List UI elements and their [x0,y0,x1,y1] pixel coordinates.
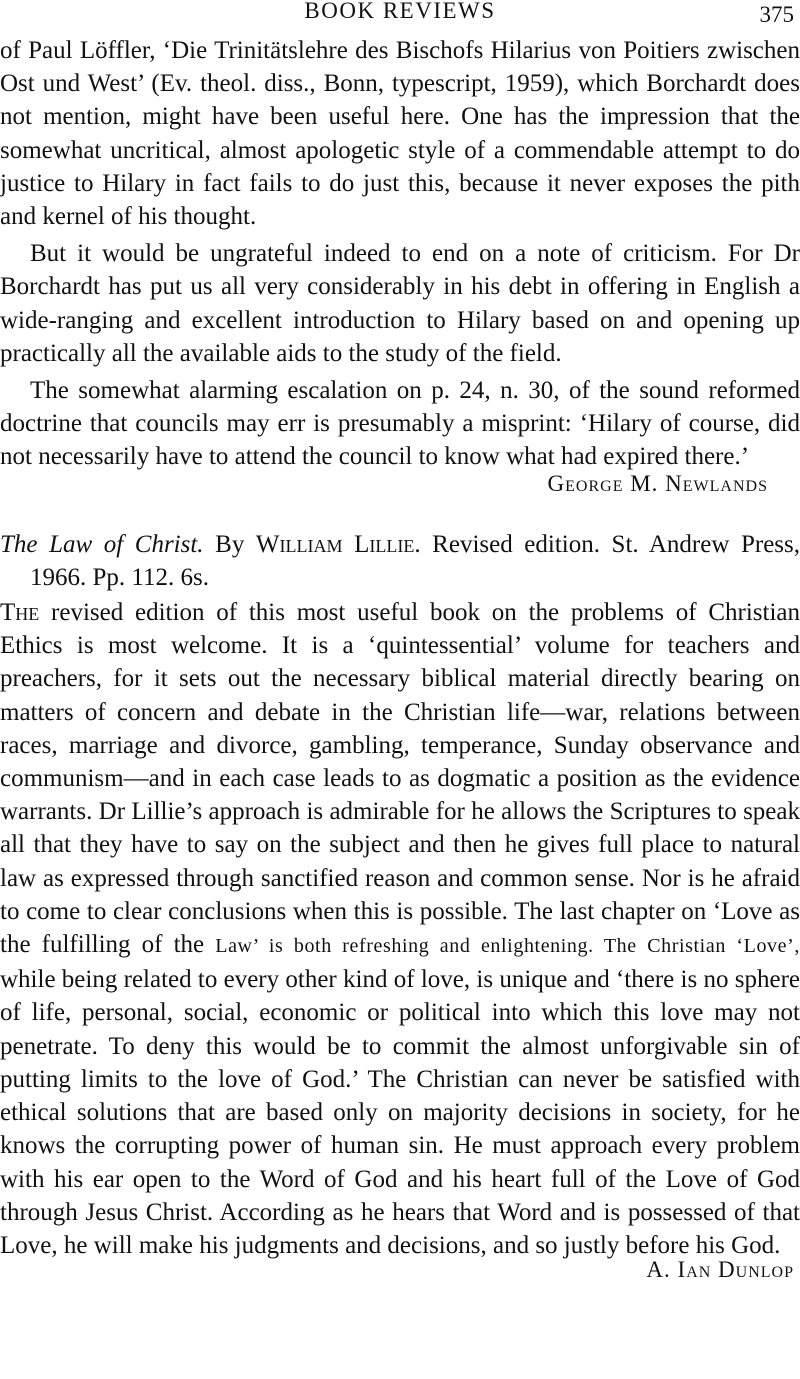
review2-body-small-line: Law’ is both refreshing and enlightening. The Christian ‘Love’, [215,935,800,958]
text-column [0,34,800,1284]
review2-by-word: By [215,530,245,558]
review1-paragraph-2: But it would be ungrateful indeed to end on a note of criticism. For Dr Borchardt has put us all very considerably in his debt in offering in English a wide-ranging and excellent introduction to Hilary based on and opening up practically all the available aids to the study of the field. [0,240,800,367]
review2-body [0,596,800,1262]
review1-paragraph-1: of Paul Löffler, ‘Die Trinitätslehre des Bischofs Hilarius von Poitiers zwischen Ost und West’ (Ev. theol. diss., Bonn, typescript, 1959), which Borchardt does not mention, might have been useful here. One has the impression that the somewhat uncritical, almost apologetic style of a commendable attempt to do justice to Hilary in fact fails to do just this, because it never exposes the pith and kernel of his thought. [0,37,800,231]
running-title: BOOK REVIEWS [304,0,496,23]
review1-signature-line [0,470,768,498]
review2-publication-details: Revised edition. St. Andrew Press, 1966. Pp. 112. 6s. [30,530,800,591]
page-number: 375 [759,2,794,27]
review2-body-part-2: while being related to every other kind of love, is unique and ‘there is no sphere of life, personal, social, economic or political into which this love may not penetrate. To deny this would be to commit the almost unforgivable sin of putting limits to the love of God.’ The Christian can never be satisfied with ethical solutions that are based only on majority decisions in society, for he knows the corrupting power of human sin. He must approach every problem with his ear open to the Word of God and his heart full of the Love of God through Jesus Christ. According as he hears that Word and is possessed of that Love, he will make his judgments and decisions, and so justly before his God. [0,966,800,1259]
review2-book-title: The Law of Christ. [0,530,204,558]
running-header [0,0,800,28]
review2-lead-word: The [0,599,40,627]
review1-reviewer-name: George M. Newlands [547,470,768,496]
review1-paragraph-3: The somewhat alarming escalation on p. 24, n. 30, of the sound reformed doctrine that councils may err is presumably a misprint: ‘Hilary of course, did not necessarily have to attend the council to know what had expired there.’ [0,377,800,471]
review2-author: William Lillie. [255,530,421,558]
review2-book-heading [0,528,800,594]
review2-body-part-1: revised edition of this most useful book on the problems of Christian Ethics is most welcome. It is a ‘quintessential’ volume for teachers and preachers, for it sets out the necessary biblical material directly bearing on matters of concern and debate in the Christian life—war, relations between races, marriage and divorce, gambling, temperance, Sunday observance and communism—and in each case leads to as dogmatic a position as the evidence warrants. Dr Lillie’s approach is admirable for he allows the Scriptures to speak all that they have to say on the subject and then he gives full place to natural law as expressed through sanctified reason and common sense. Nor is he afraid to come to clear conclusions when this is possible. The last chapter on ‘Love as the fulfilling of the [0,599,800,959]
review2-reviewer-name: A. Ian Dunlop [646,1257,794,1283]
